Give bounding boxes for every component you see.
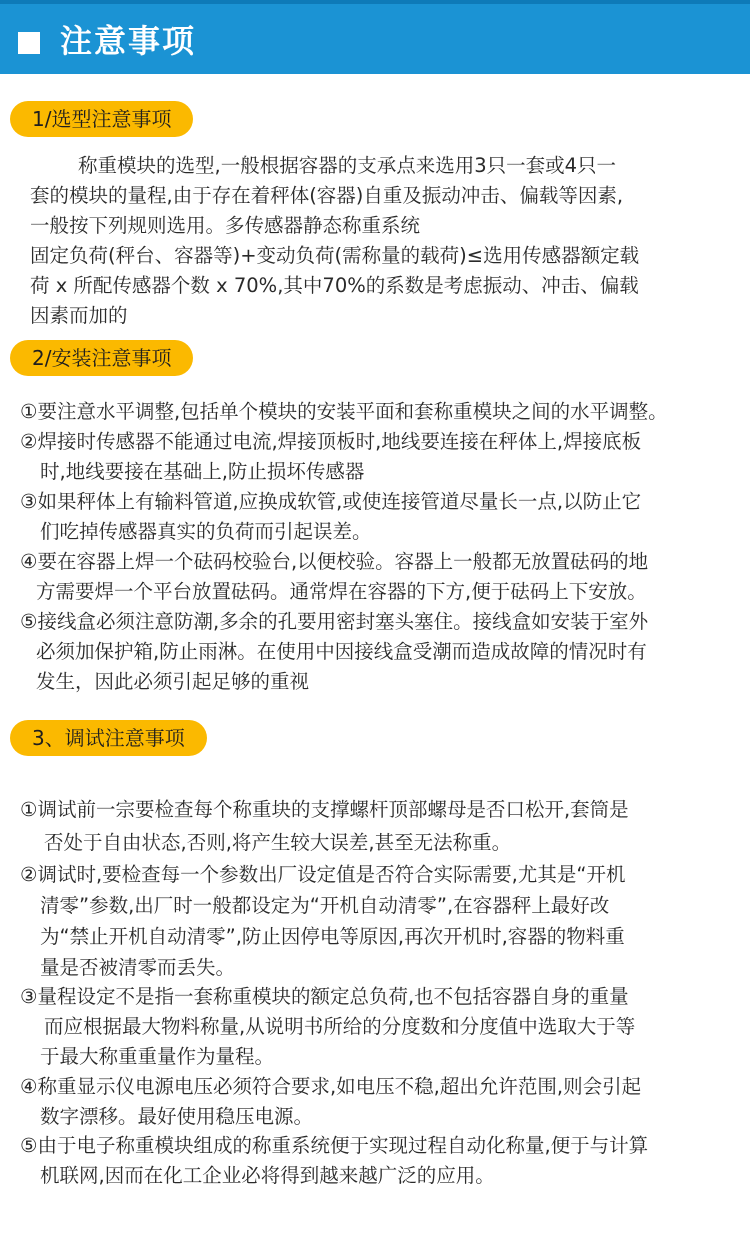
- text-line: 一般按下列规则选用。多传感器静态称重系统: [30, 214, 421, 237]
- text-line: 荷 x 所配传感器个数 x 70%,其中70%的系数是考虑振动、冲击、偏载: [30, 274, 639, 297]
- text-line: 套的模块的量程,由于存在着秤体(容器)自重及振动冲击、偏载等因素,: [30, 184, 624, 207]
- list-item: ②焊接时传感器不能通过电流,焊接顶板时,地线要连接在秤体上,焊接底板: [20, 430, 642, 453]
- list-item: ⑤接线盒必须注意防潮,多余的孔要用密封塞头塞住。接线盒如安装于室外: [20, 610, 649, 633]
- list-item: 否处于自由状态,否则,将产生较大误差,甚至无法称重。: [44, 831, 512, 854]
- list-item: 时,地线要接在基础上,防止损坏传感器: [40, 460, 365, 483]
- text-line: 固定负荷(秤台、容器等)+变动负荷(需称量的载荷)≤选用传感器额定载: [30, 244, 640, 267]
- list-item: ③量程设定不是指一套称重模块的额定总负荷,也不包括容器自身的重量: [20, 985, 629, 1008]
- list-item: 方需要焊一个平台放置砝码。通常焊在容器的下方,便于砝码上下安放。: [36, 580, 647, 603]
- list-item: ④称重显示仪电源电压必须符合要求,如电压不稳,超出允许范围,则会引起: [20, 1075, 642, 1098]
- list-item: ①调试前一宗要检查每个称重块的支撑螺杆顶部螺母是否口松开,套筒是: [20, 798, 629, 821]
- list-item: ②调试时,要检查每一个参数出厂设定值是否符合实际需要,尤其是“开机: [20, 863, 626, 886]
- page-title: 注意事项: [60, 22, 197, 60]
- list-item: 发生，因此必须引起足够的重视: [36, 670, 310, 693]
- list-item: ⑤由于电子称重模块组成的称重系统便于实现过程自动化称量,便于与计算: [20, 1134, 649, 1157]
- list-item: ③如果秤体上有输料管道,应换成软管,或使连接管道尽量长一点,以防止它: [20, 490, 642, 513]
- section-heading-debugging: 3、调试注意事项: [10, 720, 207, 756]
- list-item: ①要注意水平调整,包括单个模块的安装平面和套称重模块之间的水平调整。: [20, 400, 668, 423]
- list-item: 清零”参数,出厂时一般都设定为“开机自动清零”,在容器秤上最好改: [40, 894, 610, 917]
- list-item: ④要在容器上焊一个砝码校验台,以便校验。容器上一般都无放置砝码的地: [20, 550, 649, 573]
- square-bullet-icon: [18, 32, 40, 54]
- list-item: 量是否被清零而丢失。: [40, 956, 236, 979]
- section-heading-selection: 1/选型注意事项: [10, 101, 193, 137]
- text-line: 称重模块的选型,一般根据容器的支承点来选用3只一套或4只一: [78, 154, 617, 177]
- list-item: 为“禁止开机自动清零”,防止因停电等原因,再次开机时,容器的物料重: [40, 925, 625, 948]
- section-heading-installation: 2/安装注意事项: [10, 340, 193, 376]
- list-item: 必须加保护箱,防止雨淋。在使用中因接线盒受潮而造成故障的情况时有: [36, 640, 647, 663]
- page-header: [0, 0, 750, 74]
- list-item: 机联网,因而在化工企业必将得到越来越广泛的应用。: [40, 1164, 495, 1187]
- text-line: 因素而加的: [30, 304, 128, 327]
- list-item: 数字漂移。最好使用稳压电源。: [40, 1105, 314, 1128]
- list-item: 于最大称重重量作为量程。: [40, 1045, 275, 1068]
- list-item: 们吃掉传感器真实的负荷而引起误差。: [40, 520, 372, 543]
- list-item: 而应根据最大物料称量,从说明书所给的分度数和分度值中选取大于等: [44, 1015, 636, 1038]
